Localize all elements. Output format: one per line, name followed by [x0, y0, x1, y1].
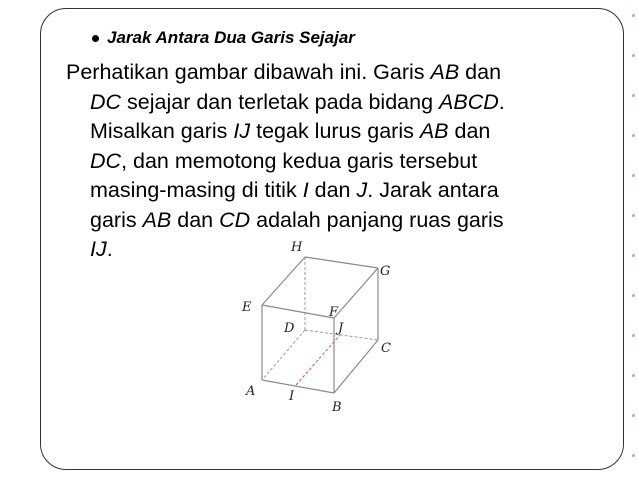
math-text: DC — [90, 148, 122, 173]
math-text: IJ — [233, 119, 251, 143]
edge-DA — [262, 330, 305, 380]
edge-EF — [262, 305, 334, 318]
math-text: DC — [90, 89, 122, 114]
text: garis — [90, 207, 143, 232]
math-text: AB — [430, 60, 460, 84]
text: . Jarak antara — [367, 178, 499, 202]
math-text: ABCD — [439, 89, 499, 114]
text: Misalkan garis — [90, 119, 234, 143]
text: dan — [459, 60, 502, 84]
label-G: G — [380, 264, 391, 279]
text: dan — [171, 207, 220, 232]
label-C: C — [381, 341, 391, 356]
edge-BC — [334, 340, 378, 393]
text: dan — [448, 119, 491, 143]
text: Perhatikan gambar dibawah ini. Garis — [66, 60, 431, 84]
edge-AB — [262, 380, 334, 393]
math-text: J — [356, 178, 368, 202]
text: masing-masing di titik — [90, 178, 303, 202]
math-text: AB — [419, 119, 449, 143]
label-B: B — [332, 400, 342, 415]
heading-text: Jarak Antara Dua Garis Sejajar — [107, 28, 355, 47]
label-H: H — [291, 240, 303, 255]
label-F: F — [329, 305, 339, 320]
label-I: I — [289, 389, 295, 404]
label-D: D — [284, 321, 295, 336]
edge-FG — [334, 268, 378, 318]
label-E: E — [242, 300, 252, 315]
text: dan — [308, 178, 357, 202]
text: sejajar dan terletak pada bidang — [121, 89, 440, 114]
label-A: A — [246, 384, 256, 399]
math-text: AB — [142, 207, 172, 232]
text: adalah panjang ruas garis — [250, 207, 504, 232]
text: . — [106, 237, 113, 261]
text: , dan memotong kedua garis tersebut — [121, 148, 478, 173]
text: . — [498, 89, 505, 114]
edge-EH — [262, 257, 305, 305]
edge-HG — [305, 257, 378, 268]
math-text: CD — [219, 207, 251, 232]
label-J: J — [338, 321, 344, 336]
math-text: IJ — [90, 237, 107, 261]
text: tegak lurus garis — [250, 119, 420, 143]
math-text: I — [302, 178, 309, 202]
